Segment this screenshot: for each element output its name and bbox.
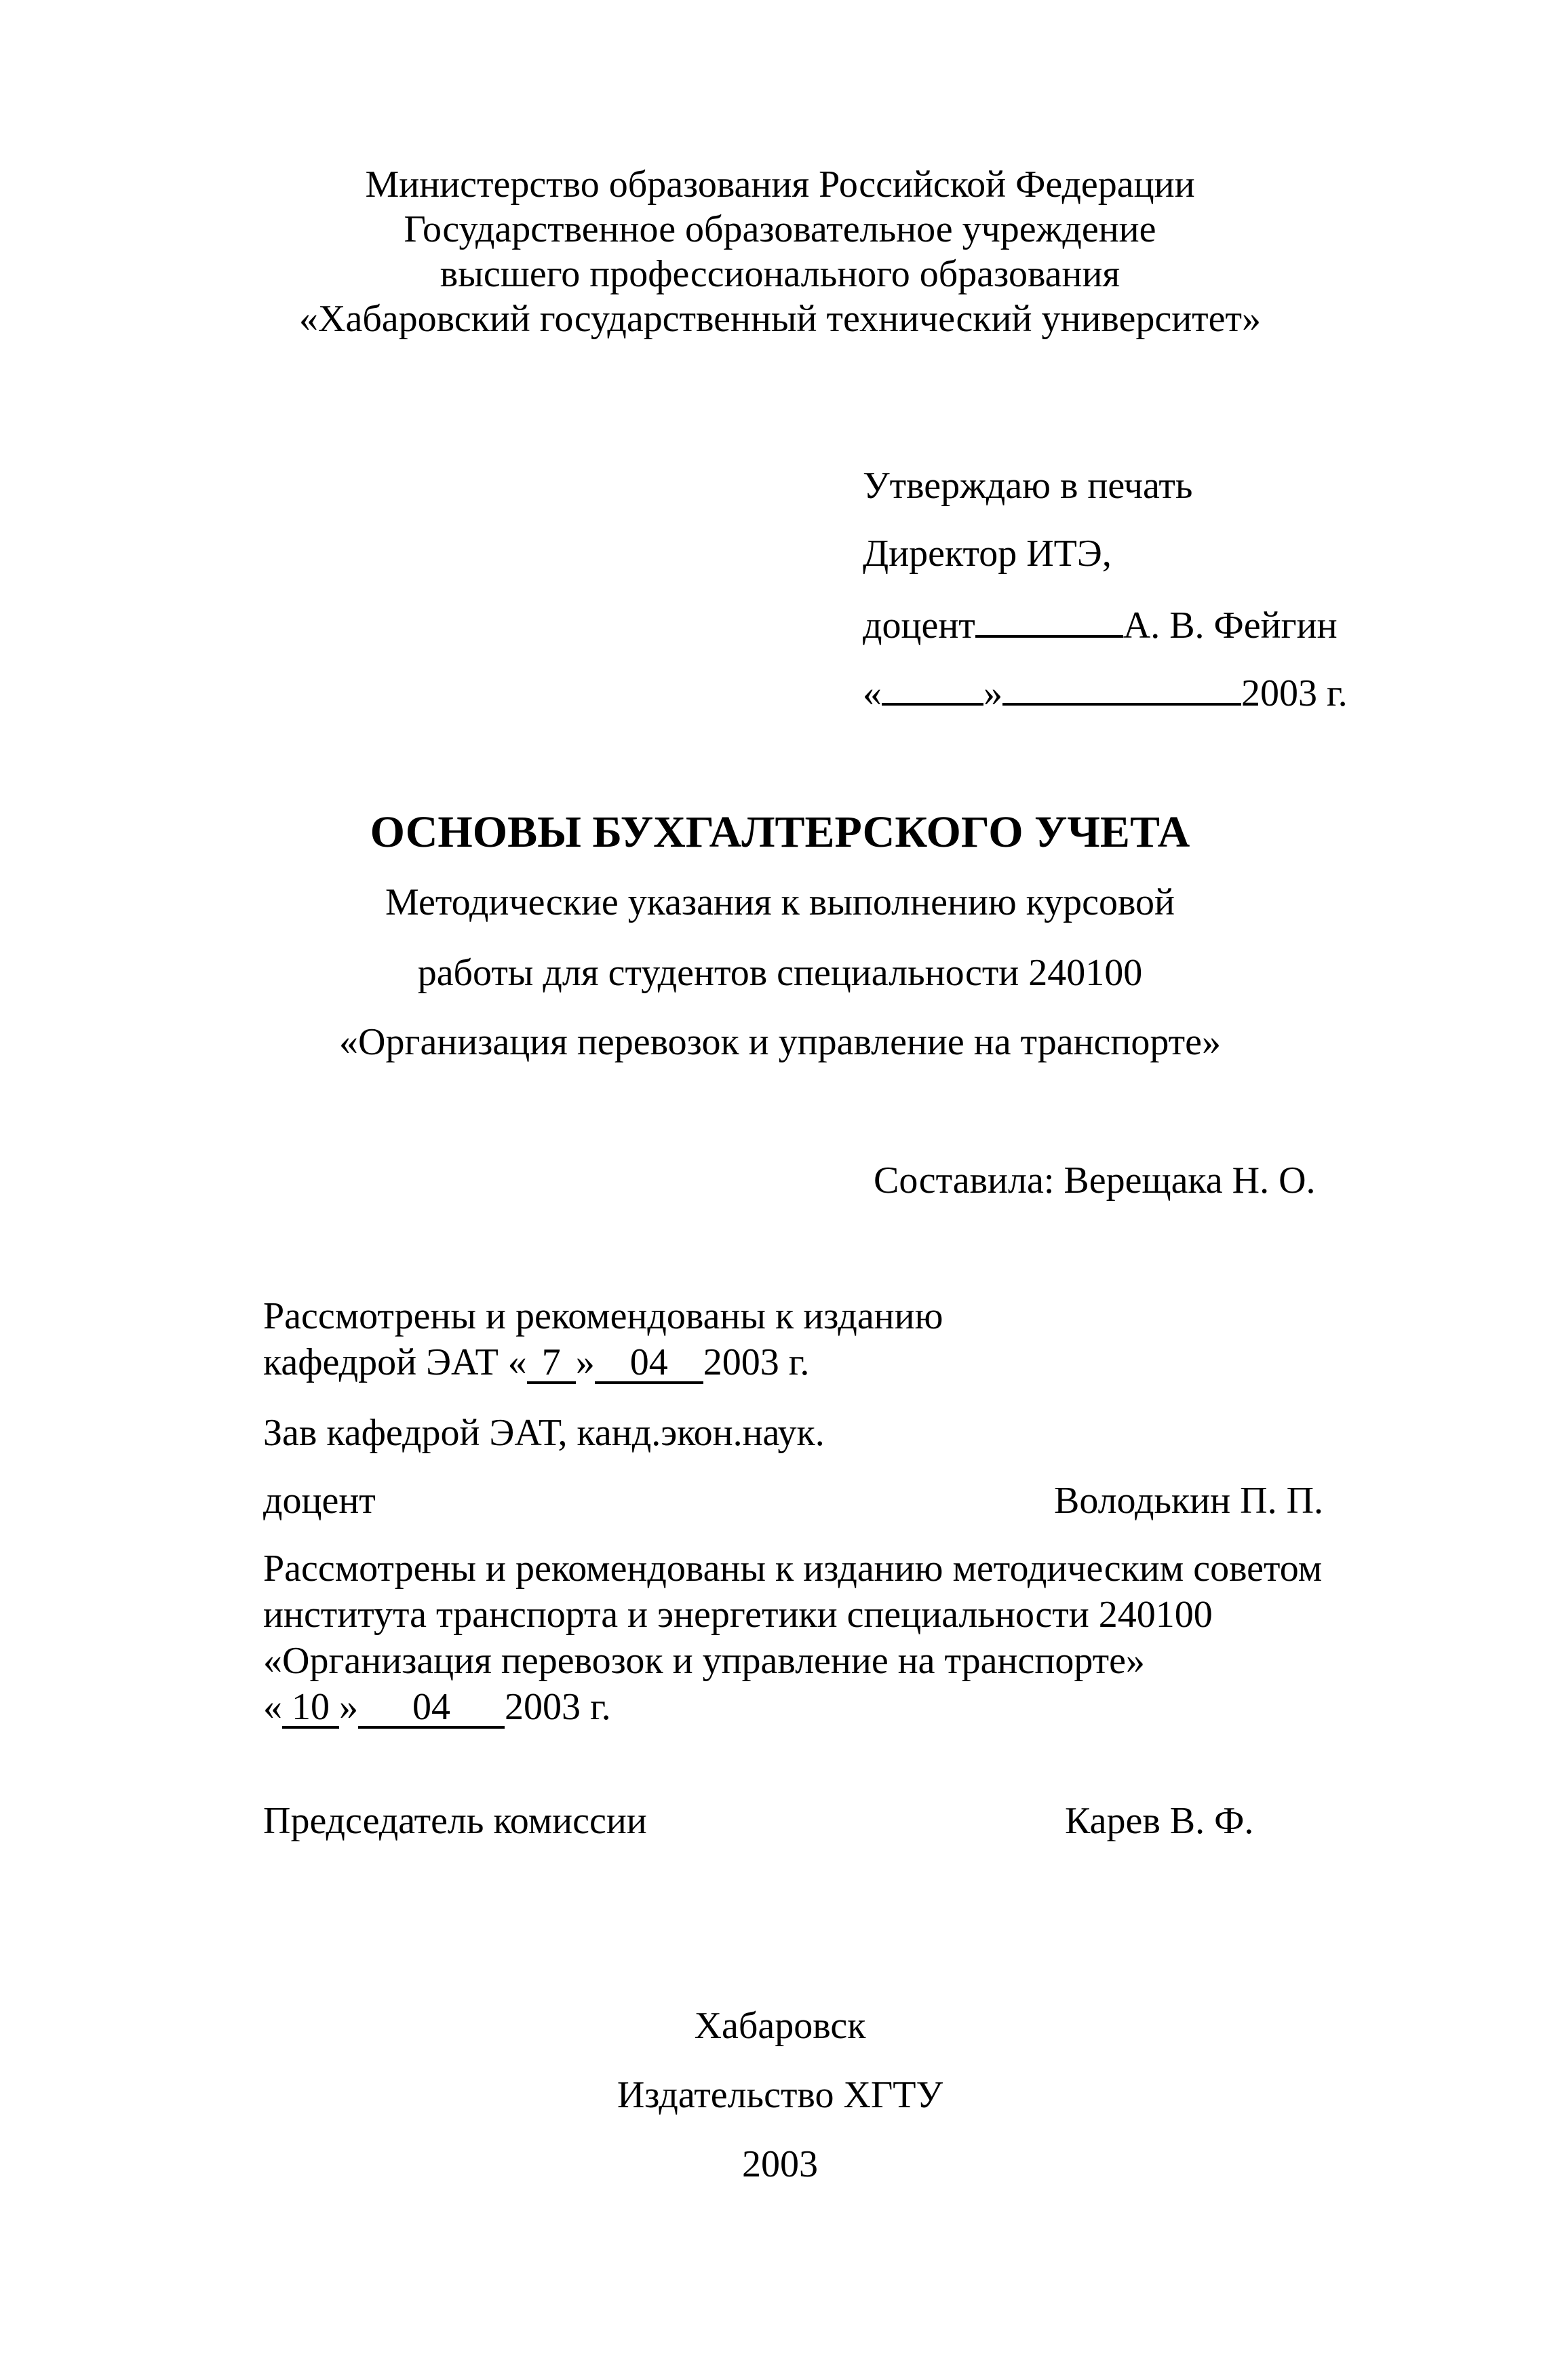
- approval-date-line: [863, 670, 1348, 712]
- department-head-title: Зав кафедрой ЭАТ, канд.экон.наук.: [263, 1412, 825, 1454]
- department-prefix: кафедрой ЭАТ «: [263, 1341, 527, 1383]
- city: Хабаровск: [694, 2005, 866, 2047]
- signer-rank: доцент: [863, 604, 975, 647]
- council-year: 2003 г.: [505, 1686, 611, 1728]
- chair-name: Карев В. Ф.: [1065, 1800, 1254, 1842]
- department-close-quote: »: [575, 1341, 595, 1383]
- education-level-line: высшего профессионального образования: [440, 253, 1120, 295]
- signer-line: [863, 602, 1338, 645]
- department-head-name: Володькин П. П.: [1054, 1480, 1324, 1522]
- month-blank: [1002, 670, 1241, 706]
- council-date-line: [263, 1688, 611, 1729]
- subtitle-line-1: Методические указания к выполнению курсовой: [385, 881, 1175, 923]
- council-review-line-2: института транспорта и энергетики специальности 240100: [263, 1594, 1213, 1636]
- day-blank: [882, 670, 983, 706]
- director-line: Директор ИТЭ,: [863, 533, 1112, 575]
- publication-year: 2003: [742, 2143, 818, 2185]
- department-review-line: Рассмотрены и рекомендованы к изданию: [263, 1295, 943, 1337]
- council-day: 10: [282, 1688, 339, 1729]
- publisher: Издательство ХГТУ: [617, 2074, 943, 2116]
- department-month: 04: [595, 1343, 703, 1384]
- document-title: ОСНОВЫ БУХГАЛТЕРСКОГО УЧЕТА: [370, 807, 1190, 857]
- ministry-line: Министерство образования Российской Федерации: [365, 164, 1195, 206]
- signer-name: А. В. Фейгин: [1123, 604, 1338, 647]
- department-year: 2003 г.: [703, 1341, 810, 1383]
- date-open-quote: «: [863, 672, 882, 714]
- chair-label: Председатель комиссии: [263, 1800, 647, 1842]
- council-open-quote: «: [263, 1686, 282, 1728]
- university-name-line: «Хабаровский государственный технический университет»: [299, 298, 1261, 340]
- council-close-quote: »: [339, 1686, 358, 1728]
- approval-year: 2003 г.: [1241, 672, 1348, 714]
- signature-blank: [975, 602, 1123, 638]
- approval-line: Утверждаю в печать: [863, 465, 1193, 507]
- department-date-line: [263, 1343, 809, 1384]
- institution-type-line: Государственное образовательное учреждение: [404, 208, 1156, 250]
- council-review-line-1: Рассмотрены и рекомендованы к изданию методическим советом: [263, 1548, 1323, 1590]
- date-close-quote: »: [983, 672, 1002, 714]
- council-review-line-3: «Организация перевозок и управление на транспорте»: [263, 1640, 1145, 1682]
- council-month: 04: [358, 1688, 505, 1729]
- subtitle-line-2: работы для студентов специальности 240100: [417, 952, 1143, 994]
- subtitle-line-3: «Организация перевозок и управление на транспорте»: [339, 1021, 1221, 1063]
- department-head-rank: доцент: [263, 1480, 376, 1522]
- author-line: Составила: Верещака Н. О.: [874, 1159, 1316, 1202]
- department-day: 7: [527, 1343, 576, 1384]
